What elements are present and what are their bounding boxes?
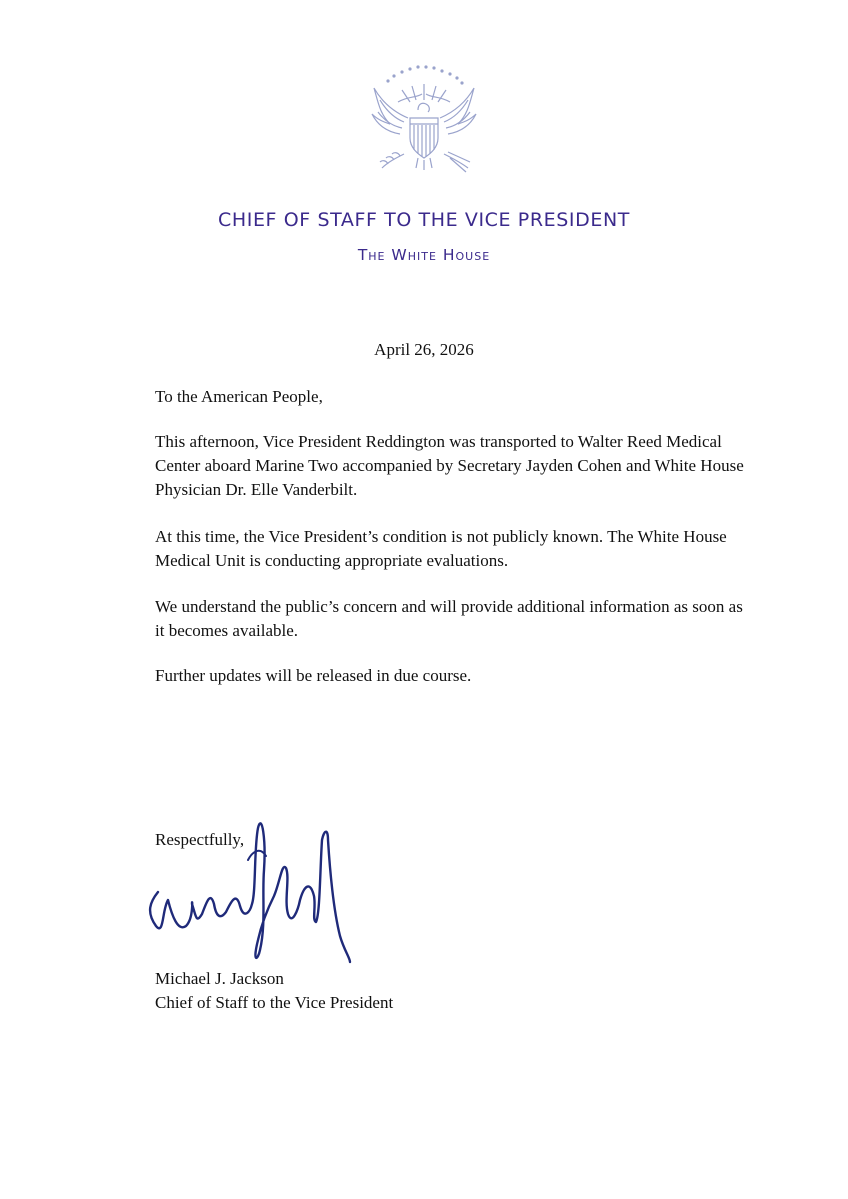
body-paragraph: We understand the public’s concern and will provide additional information as soon as it becomes available.	[155, 597, 743, 640]
body-paragraph: Further updates will be released in due course.	[155, 666, 472, 685]
salutation: To the American People,	[155, 387, 323, 406]
body-paragraph: This afternoon, Vice President Reddington was transported to Walter Reed Medical Center aboard Marine Two accompanied by Secretary Jayden Cohen and White House Physician Dr. Elle Vanderbilt.	[155, 432, 744, 499]
letterhead-subtitle: The White House	[357, 246, 491, 264]
closing: Respectfully,	[155, 830, 245, 849]
signer-name: Michael J. Jackson	[155, 969, 284, 988]
eagle-seal-icon	[364, 62, 484, 184]
letter-date: April 26, 2026	[374, 340, 474, 359]
body-paragraph: At this time, the Vice President’s condition is not publicly known. The White House Medical Unit is conducting appropriate evaluations.	[155, 527, 727, 570]
handwritten-signature	[140, 800, 360, 972]
signer-title: Chief of Staff to the Vice President	[155, 993, 394, 1012]
letterhead-title: CHIEF OF STAFF TO THE VICE PRESIDENT	[218, 209, 630, 231]
